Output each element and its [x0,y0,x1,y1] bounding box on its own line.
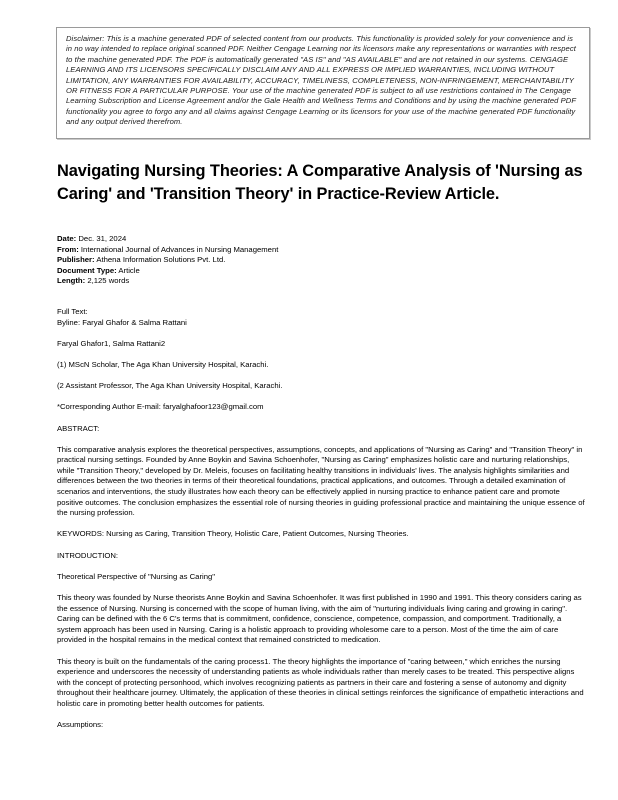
article-content [57,234,587,731]
metadata-row-publisher [57,255,587,266]
spacer [57,540,587,551]
spacer [57,519,587,530]
metadata-row-from [57,245,587,256]
metadata-label-publisher: Publisher: [57,255,95,265]
abstract-heading: ABSTRACT: [57,423,100,433]
spacer [57,582,587,593]
metadata-row-document-type [57,266,587,277]
introduction-heading: INTRODUCTION: [57,550,119,560]
byline: Byline: Faryal Ghafor & Salma Rattani [57,317,187,327]
page-title: Navigating Nursing Theories: A Comparative Analysis of 'Nursing as Caring' and 'Transition Theory' in Practice-Review Article. [57,162,583,203]
spacer [57,371,587,382]
spacer [57,349,587,360]
spacer [57,434,587,445]
full-text-label: Full Text: [57,306,88,316]
spacer [57,287,587,307]
subsection-heading: Theoretical Perspective of "Nursing as Caring" [57,571,215,581]
metadata-value-publisher: Athena Information Solutions Pvt. Ltd. [96,255,226,265]
spacer [57,328,587,339]
metadata-label-document-type: Document Type: [57,265,117,275]
metadata-label-length: Length: [57,276,86,286]
metadata-value-length: 2,125 words [87,276,130,286]
affiliation-1: (1) MScN Scholar, The Aga Khan University Hospital, Karachi. [57,359,269,369]
disclaimer-box [56,27,590,139]
metadata-value-from: International Journal of Advances in Nursing Management [80,244,279,254]
spacer [57,413,587,424]
disclaimer-text: Disclaimer: This is a machine generated PDF of selected content from our products. This functionality is provided solely for your convenience and is in no way intended to replace original scanned PDF. Neither Cengage Learning nor its licensors make any representations or warranties with respect to the machine generated PDF. The PDF is automatically generated "AS IS" and "AS AVAILABLE" and are not retained in our systems. CENGAGE LEARNING AND ITS LICENSORS SPECIFICALLY DISCLAIM ANY AND ALL EXPRESS OR IMPLIED WARRANTIES, INCLUDING WITHOUT LIMITATION, ANY WARRANTIES FOR AVAILABILITY, ACCURACY, TIMELINESS, COMPLETENESS, NON-INFRINGEMENT, MERCHANTABILITY OR FITNESS FOR A PARTICULAR PURPOSE. Your use of the machine generated PDF is subject to all use restrictions contained in The Cengage Learning Subscription and License Agreement and/or the Gale Health and Wellness Terms and Conditions and by using the machine generated PDF functionality you agree to forgo any and all claims against Cengage Learning or its licensors for your use of the machine generated PDF functionality and any output derived therefrom. [66,34,576,127]
metadata-value-date: Dec. 31, 2024 [78,234,127,243]
spacer [57,710,587,721]
metadata-label-from: From: [57,244,79,254]
keywords-line: KEYWORDS: Nursing as Caring, Transition Theory, Holistic Care, Patient Outcomes, Nursing Theories. [57,529,409,539]
spacer [57,392,587,403]
abstract-body: This comparative analysis explores the theoretical perspectives, assumptions, concepts, and applications of "Nursing as Caring" and "Transition Theory" in practical nursing settings. Founded by Anne Boykin and Savina Schoenhofer, "Nursing as Caring" emphasizes holistic care and nurturing relationships, while "Transition Theory," developed by Dr. Meleis, focuses on facilitating healthy transitions in individuals' lives. The analysis highlights similarities and differences between the two theories in terms of their theoretical foundations, practical applications, and outcomes. Through a detailed examination of scenarios and interventions, the study illustrates how each theory can be effectively applied in nursing practice to enhance patient care and promote positive outcomes. The conclusion emphasizes the essential role of nursing theories in guiding professional practice and maintaining the unique essence of the nursing profession. [57,444,585,518]
metadata-row-length [57,276,587,287]
metadata-value-document-type: Article [118,265,140,275]
authors-line: Faryal Ghafor1, Salma Rattani2 [57,338,166,348]
body-paragraph-1: This theory was founded by Nurse theorists Anne Boykin and Savina Schoenhofer. It was first published in 1990 and 1991. This theory considers caring as the essence of Nursing. Nursing is concerned with the scope of human living, with the aim of "nurturing individuals living caring and growing in caring". Caring can be defined with the 6 C's terms that is commitment, confidence, conscience, competence, compassion, and comportment. Traditionally, a system approach has been used in Nursing. Caring is a holistic approach to providing wholesome care to a person. Most of the time the aim of care provided in the hospital remains in the medical context that remained constricted to medication. [57,593,582,645]
metadata-label-date: Date: [57,234,77,243]
corresponding-author-email: *Corresponding Author E-mail: faryalghafoor123@gmail.com [57,402,264,412]
affiliation-2: (2 Assistant Professor, The Aga Khan University Hospital, Karachi. [57,381,283,391]
body-paragraph-2: This theory is built on the fundamentals of the caring process1. The theory highlights the importance of "caring between," which enriches the nursing experience and underscores the necessity of understanding patients as whole individuals rather than merely cases to be treated. This perspective aligns with the concept of protecting personhood, which involves recognizing patients as partners in their care and fostering a sense of autonomy and dignity throughout their healthcare journey. Ultimately, the application of these theories in clinical settings reinforces the significance of empathetic interactions and holistic care in promoting better health outcomes for patients. [57,656,584,708]
article-metadata [57,234,587,287]
spacer [57,561,587,572]
spacer [57,646,587,657]
metadata-row-date [57,234,587,245]
assumptions-heading: Assumptions: [57,720,104,730]
